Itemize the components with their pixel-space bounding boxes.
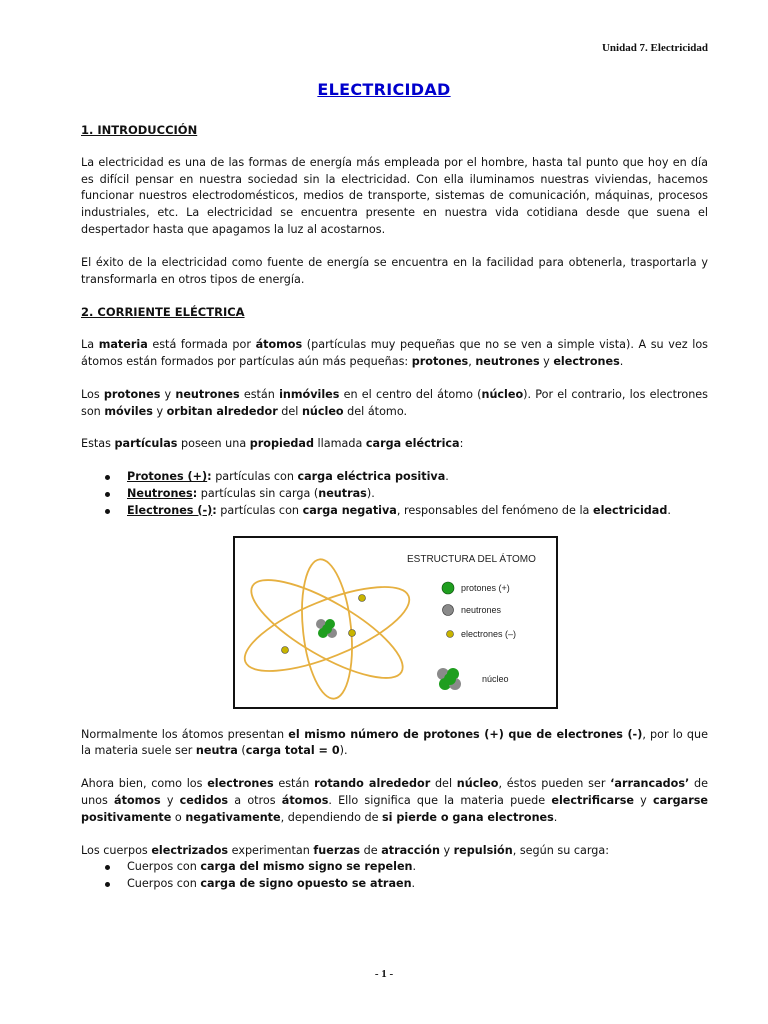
- neutra-paragraph: Normalmente los átomos presentan el mismo número de protones (+) que de electrones (-), por lo que la materia suele ser neutra (carga total = 0).: [81, 727, 708, 758]
- list-item: Cuerpos con carga de signo opuesto se atraen.: [81, 876, 708, 893]
- materia-paragraph: La materia está formada por átomos (partículas muy pequeñas que no se ven a simple vista). A su vez los átomos están formados por partículas aún más pequeñas: protones, neutrones y electrones.: [81, 338, 709, 368]
- document-title: ELECTRICIDAD: [317, 80, 451, 99]
- nucleus-legend-swatch: [437, 668, 461, 690]
- protones-paragraph: Los protones y neutrones están inmóviles en el centro del átomo (núcleo). Por el contrario, los electrones son móviles y orbitan alrededor del núcleo del átomo.: [81, 387, 709, 418]
- atom-structure-figure: [233, 536, 558, 709]
- figure-title: ESTRUCTURA DEL ÁTOMO: [407, 553, 536, 565]
- proton-legend-swatch: [442, 582, 454, 594]
- document-body: [81, 122, 708, 909]
- electron: [349, 629, 356, 636]
- electrificarse-paragraph: Ahora bien, como los electrones están rotando alrededor del núcleo, éstos pueden ser ‘arrancados’ de unos átomos y cedidos a otros átomos. Ello significa que la materia puede electrificarse y cargarse positivamente o negativamente, dependiendo de si pierde o gana electrones.: [81, 777, 708, 824]
- legend-neutrones: neutrones: [461, 604, 502, 615]
- legend-protones: protones (+): [461, 582, 510, 593]
- list-item: Neutrones: partículas sin carga (neutras).: [81, 486, 708, 503]
- proton: [322, 624, 332, 634]
- electron: [359, 594, 366, 601]
- list-item: Cuerpos con carga del mismo signo se repelen.: [81, 859, 708, 876]
- atom-diagram: [235, 538, 556, 707]
- electron: [282, 646, 289, 653]
- list-item: Protones (+): partículas con carga eléctrica positiva.: [81, 469, 708, 486]
- section-heading-corriente: 2. CORRIENTE ELÉCTRICA: [81, 305, 245, 320]
- nucleus: [316, 619, 337, 638]
- charge-rules-list: [81, 859, 708, 893]
- page-number: - 1 -: [374, 968, 394, 980]
- intro-paragraph-1: La electricidad es una de las formas de energía más empleada por el hombre, hasta tal punto que hoy en día es difícil pensar en nuestra sociedad sin la electricidad. Con ella iluminamos nuestras viviendas, hacemos funcionar nuestros electrodomésticos, medios de transporte, sistemas de comunicación, máquinas, procesos industriales, etc. La electricidad se encuentra presente en nuestra vida cotidiana desde que suena el despertador hasta que apagamos la luz al acostarnos.: [81, 155, 708, 236]
- particle-list: [81, 469, 708, 519]
- section-heading-introduccion: 1. INTRODUCCIÓN: [81, 123, 198, 137]
- running-header: Unidad 7. Electricidad: [601, 42, 708, 54]
- particulas-paragraph: Estas partículas poseen una propiedad llamada carga eléctrica:: [81, 437, 464, 451]
- intro-paragraph-2: El éxito de la electricidad como fuente de energía se encuentra en la facilidad para obtenerla, trasportarla y transformarla en otros tipos de energía.: [81, 255, 708, 286]
- electron-legend-swatch: [447, 630, 454, 637]
- fuerzas-paragraph: Los cuerpos electrizados experimentan fuerzas de atracción y repulsión, según su carga:: [81, 843, 609, 857]
- neutron-legend-swatch: [443, 604, 454, 615]
- list-item: Electrones (-): partículas con carga negativa, responsables del fenómeno de la electricidad.: [81, 503, 708, 520]
- legend-nucleo: núcleo: [482, 673, 509, 684]
- legend-electrones: electrones (–): [461, 628, 517, 639]
